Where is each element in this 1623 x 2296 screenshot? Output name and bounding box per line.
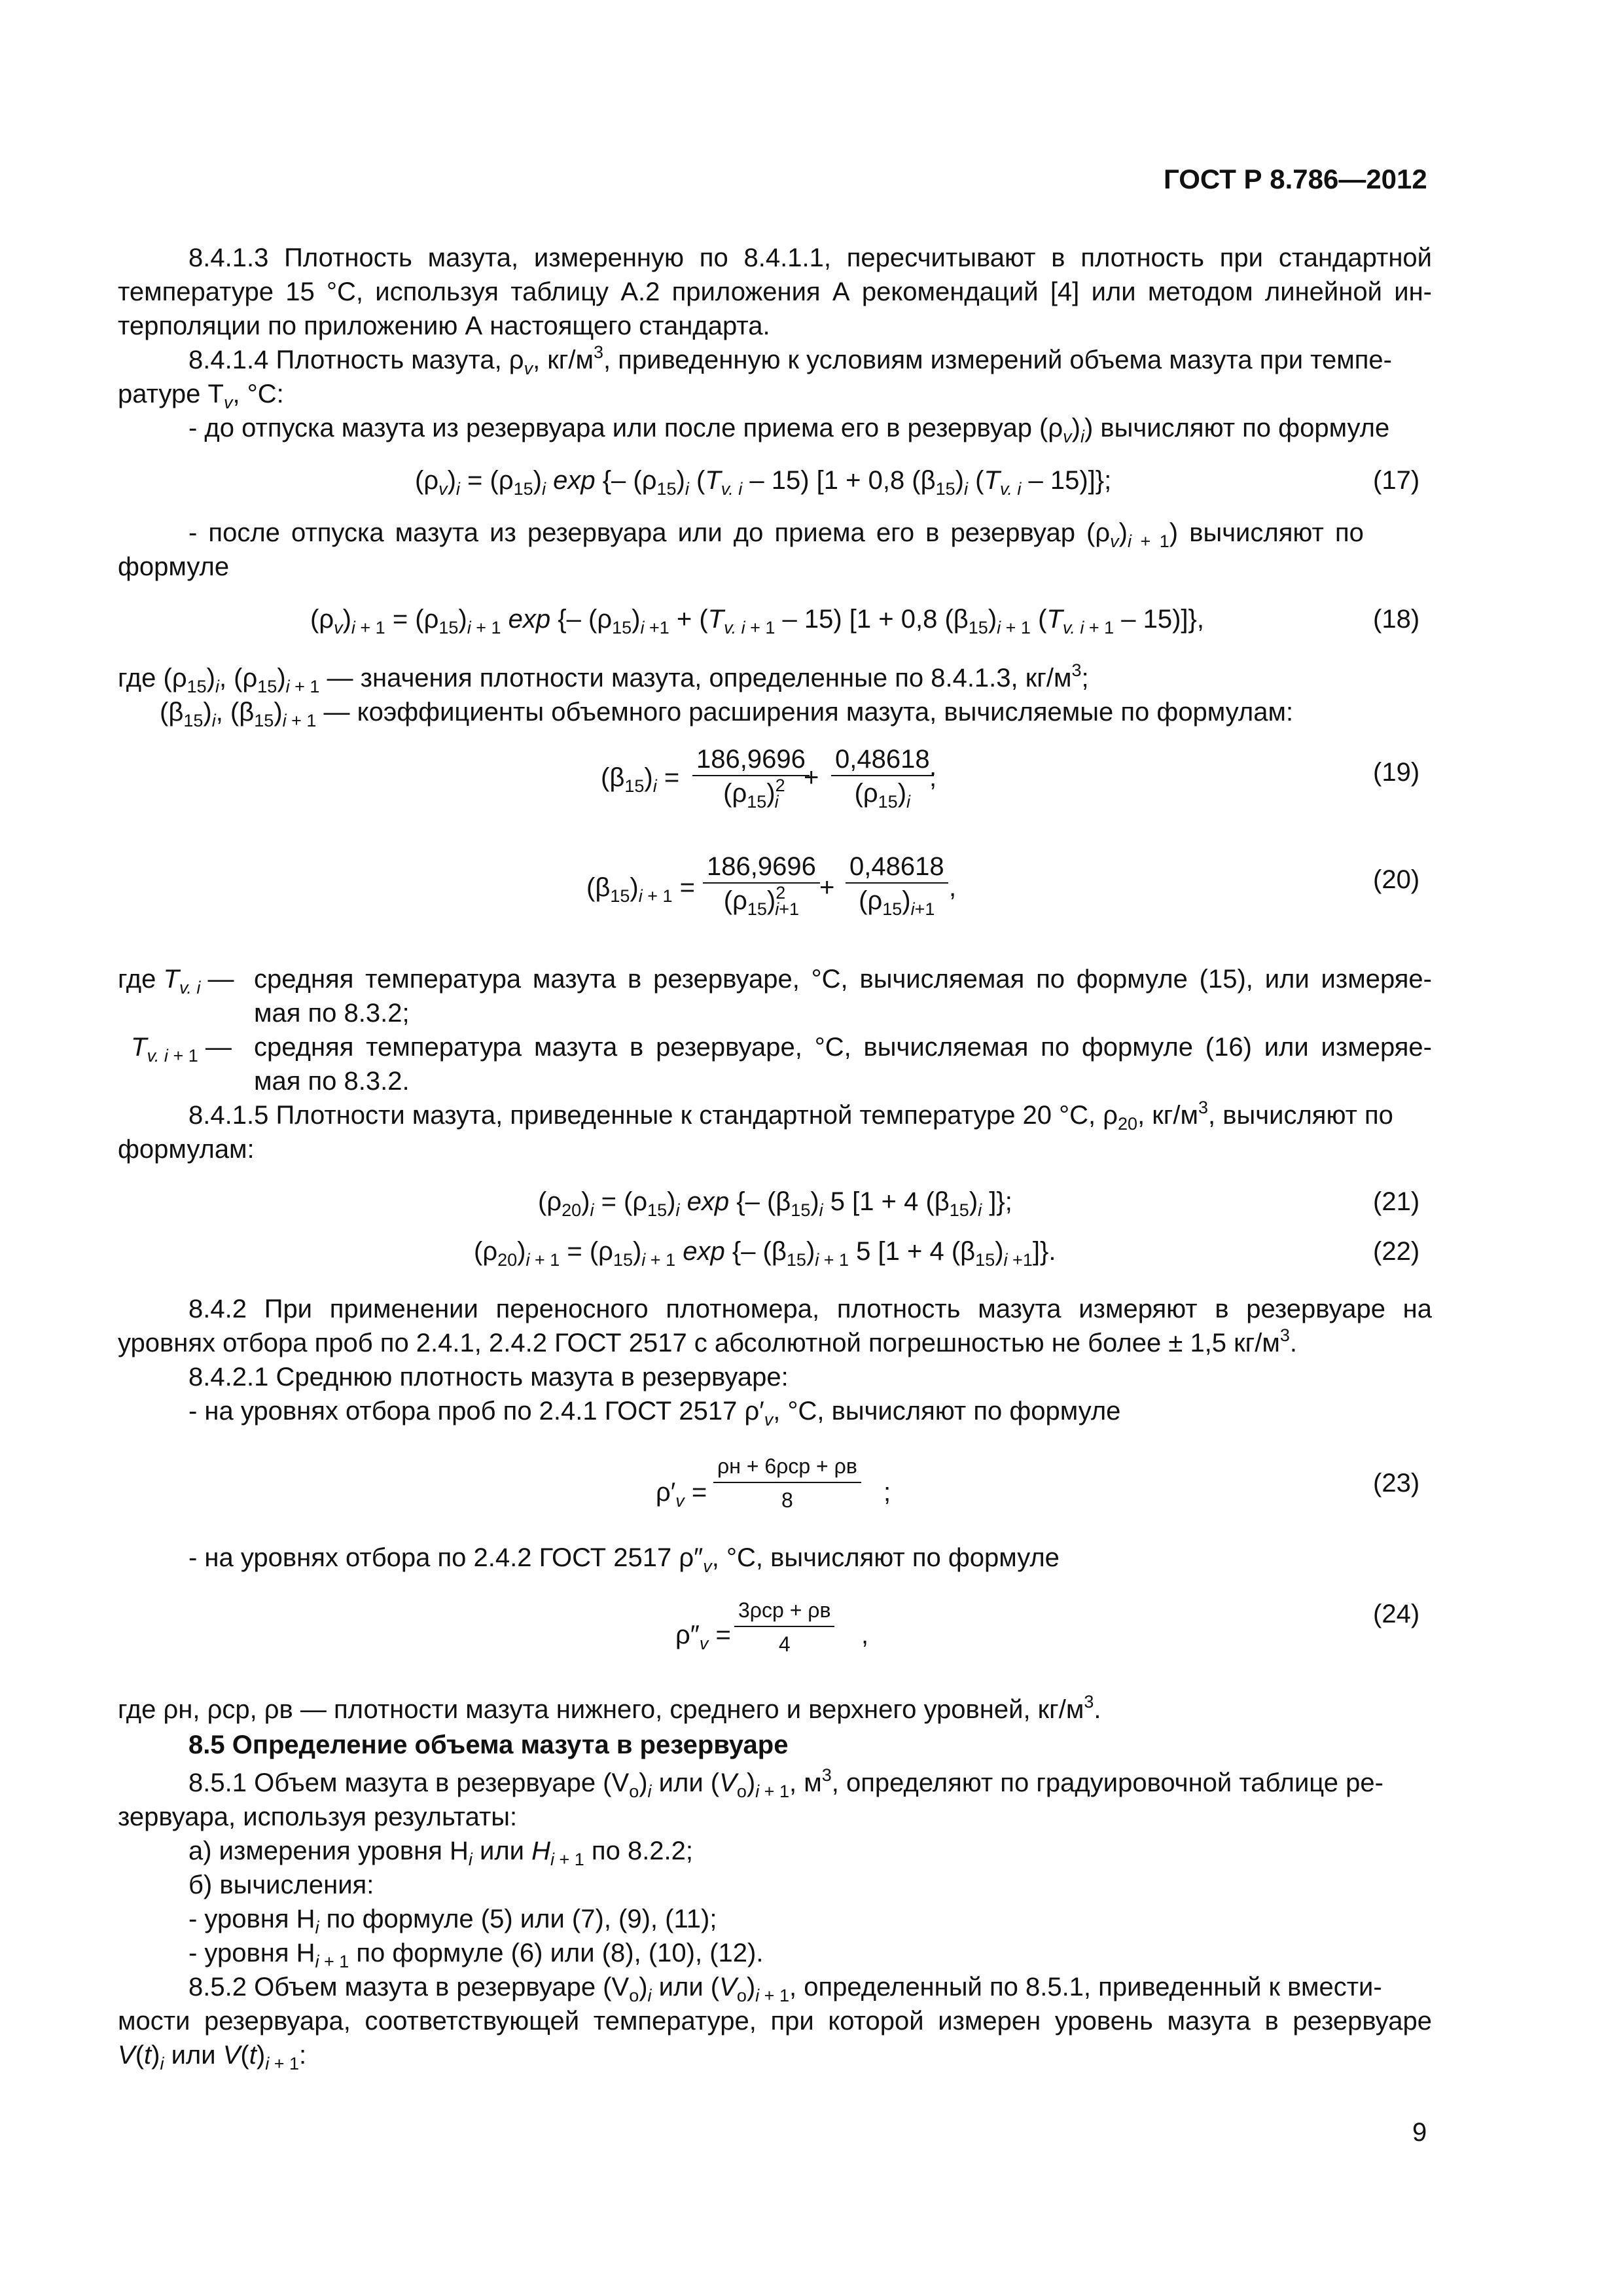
formula-23-frac: ρн + 6ρср + ρв 8 (713, 1450, 861, 1517)
where-tvi1-label: $T_{v. i + 1}$ — (131, 1033, 232, 1066)
where-rho15: где $(\rho_{15})_i$, $(\rho_{15})_{i + 1}$ — значения плотности мазута, определенные по 8.4.1.3, $кг/м^3$; (118, 660, 1089, 696)
where-tvi-label: где $T_{v. i}$ — (118, 965, 234, 997)
formula-19-semicolon: ; (929, 763, 937, 792)
para-after17-text: - после отпуска мазута из резервуара или до приема его в резервуар (ρ (188, 518, 1111, 547)
standard-header: ГОСТ Р 8.786—2012 (1164, 164, 1427, 194)
formula-23-semicolon: ; (883, 1478, 891, 1507)
formula-23-lhs: $\rho'_v$ = (656, 1478, 707, 1511)
formula-20-lhs: $(\beta_{15})_{i + 1}$ = (586, 873, 695, 906)
where-rho-levels: где ρн, ρср, ρв — плотности мазута нижнего, среднего и верхнего уровней, $кг/м^3$. (118, 1692, 1101, 1724)
formula-20-frac1: 186,9696 $(\rho_{15})^2_{i+1}$ (703, 851, 820, 918)
formula-18: $(\rho_v)_{i + 1} = (\rho_{15})_{i + 1}$ exp {– $(\rho_{15})_{i +1} + (T_{v. i + 1} - 15) [1 + 0,8$ $(\beta_{15})_{i + 1}$ $(T_{v. i + 1} - 15)$]}, (310, 605, 1204, 637)
para-8415-line1: 8.4.1.5 Плотности мазута, приведенные к стандартной температуре 20 °С, $\rho_{20}$, $кг/м^3$, вычисляют по (188, 1098, 1393, 1134)
formula-18-number: (18) (1373, 605, 1420, 634)
formula-19-number: (19) (1373, 758, 1420, 787)
formula-24-comma: , (861, 1621, 869, 1649)
formula-19-lhs: $(\beta_{15})_i$ = (601, 763, 680, 796)
where-tvi-line1: средняя температура мазута в резервуаре, °С, вычисляемая по формуле (15), или измеряе- (254, 965, 1432, 994)
para-852-line3: $V(t)_i$ или $V(t)_{i + 1}$: (118, 2041, 307, 2073)
para-8414-line3: - до отпуска мазута из резервуара или после приема его в резервуар $(\rho_v)_i$) вычисляют по формуле (188, 414, 1390, 446)
formula-21: $(\rho_{20})_i = (\rho_{15})_i$ exp {– $(\beta_{15})_i$ 5 [1 + 4 $(\beta_{15})_i$ ]}; (538, 1187, 1012, 1220)
para-842-line2: уровнях отбора проб по 2.4.1, 2.4.2 ГОСТ 2517 с абсолютной погрешностью не более ± 1,5 $кг/м^3$. (118, 1325, 1298, 1357)
para-851-item-b2: - уровня $H_{i + 1}$ по формуле (6) или (8), (10), (12). (188, 1939, 764, 1971)
formula-17-number: (17) (1373, 466, 1420, 495)
formula-21-number: (21) (1373, 1187, 1420, 1216)
formula-23-number: (23) (1373, 1469, 1420, 1498)
para-852-line2: мости резервуара, соответствующей температуре, при которой измерен уровень мазута в резервуаре (118, 2007, 1432, 2036)
where-tvi1-line2: мая по 8.3.2. (254, 1067, 410, 1096)
section-85-heading: 8.5 Определение объема мазута в резервуаре (188, 1731, 789, 1759)
para-8421-line2: - на уровнях отбора проб по 2.4.1 ГОСТ 2517 $\rho'_v$, °С, вычисляют по формуле (188, 1397, 1121, 1429)
formula-24-frac: 3ρср + ρв 4 (734, 1594, 834, 1661)
para-8415-line2: формулам: (118, 1135, 255, 1164)
formula-17: $(\rho_v)_i = (\rho_{15})_i$ exp {– $(\rho_{15})_i$ $(T_{v. i} - 15) [1 + 0,8$ $(\beta_{15})_i$ $(T_{v. i} - 15)$]}; (415, 466, 1112, 499)
para-after17-tail: ) вычисляют по (1169, 518, 1364, 547)
para-8414-line2: ратуре $T_v$, °С: (118, 380, 284, 412)
para-8413-line1: 8.4.1.3 Плотность мазута, измеренную по 8.4.1.1, пересчитывают в плотность при стандартной (188, 243, 1432, 272)
para-8421-line1: 8.4.2.1 Среднюю плотность мазута в резервуаре: (188, 1363, 789, 1391)
formula-19-frac1: 186,9696 $(\rho_{15})^2_i$ (692, 744, 810, 810)
para-8421-line3: - на уровнях отбора по 2.4.2 ГОСТ 2517 $\rho''_v$, °С, вычисляют по формуле (188, 1543, 1060, 1576)
formula-20-plus: + (819, 873, 835, 902)
formula-24-lhs: $\rho''_v$ = (675, 1621, 731, 1653)
para-851-item-b1: - уровня $H_i$ по формуле (5) или (7), (9), (11); (188, 1905, 717, 1937)
para-851-item-b: б) вычисления: (188, 1871, 374, 1899)
formula-20-number: (20) (1373, 865, 1420, 894)
para-852-line1: 8.5.2 Объем мазута в резервуаре $(V_о)_i$ или $(V_о)_{i + 1}$, определенный по 8.5.1, приведенный к вмести- (188, 1973, 1382, 2005)
para-851-line1: 8.5.1 Объем мазута в резервуаре $(V_о)_i$ или $(V_о)_{i + 1}$, $м^3$, определяют по градуировочной таблице ре- (188, 1765, 1383, 1801)
formula-19-plus: + (804, 763, 819, 792)
where-tvi1-line1: средняя температура мазута в резервуаре, °С, вычисляемая по формуле (16) или измеряе- (254, 1033, 1432, 1062)
para-851-line2: зервуара, используя результаты: (118, 1803, 518, 1831)
para-8414-line1: 8.4.1.4 Плотность мазута, $\rho_v$, $кг/м^3$, приведенную к условиям измерений объема мазута при темпе- (188, 342, 1392, 378)
para-after17-line2: формуле (118, 552, 230, 581)
para-8413-line2: температуре 15 °С, используя таблицу А.2 приложения А рекомендаций [4] или методом линейной ин- (118, 278, 1432, 306)
formula-20-comma: , (949, 873, 957, 902)
para-851-item-a: а) измерения уровня $H_i$ или $H_{i + 1}$ по 8.2.2; (188, 1837, 694, 1869)
formula-20-frac2: 0,48618 $(\rho_{15})_{i+1}$ (846, 851, 948, 918)
para-842-line1: 8.4.2 При применении переносного плотномера, плотность мазута измеряют в резервуаре на (188, 1295, 1432, 1323)
page-number: 9 (1412, 2118, 1427, 2147)
formula-22-number: (22) (1373, 1237, 1420, 1266)
formula-19-frac2: 0,48618 $(\rho_{15})_i$ (831, 744, 934, 810)
para-8413-line3: терполяции по приложению А настоящего стандарта. (118, 312, 770, 340)
where-tvi-line2: мая по 8.3.2; (254, 999, 410, 1028)
where-beta15: $(\beta_{15})_i$, $(\beta_{15})_{i + 1}$ — коэффициенты объемного расширения мазута, вычисляемые по формулам: (160, 698, 1294, 730)
para-after17-line1: - после отпуска мазута из резервуара или до приема его в резервуар $(\rho_v)_{i + 1}$) вычисляют по (188, 518, 1364, 551)
formula-22: $(\rho_{20})_{i + 1} = (\rho_{15})_{i + 1}$ exp {– $(\beta_{15})_{i + 1}$ 5 [1 + 4 $(\beta_{15})_{i +1}$]}. (474, 1237, 1056, 1270)
formula-24-number: (24) (1373, 1600, 1420, 1628)
